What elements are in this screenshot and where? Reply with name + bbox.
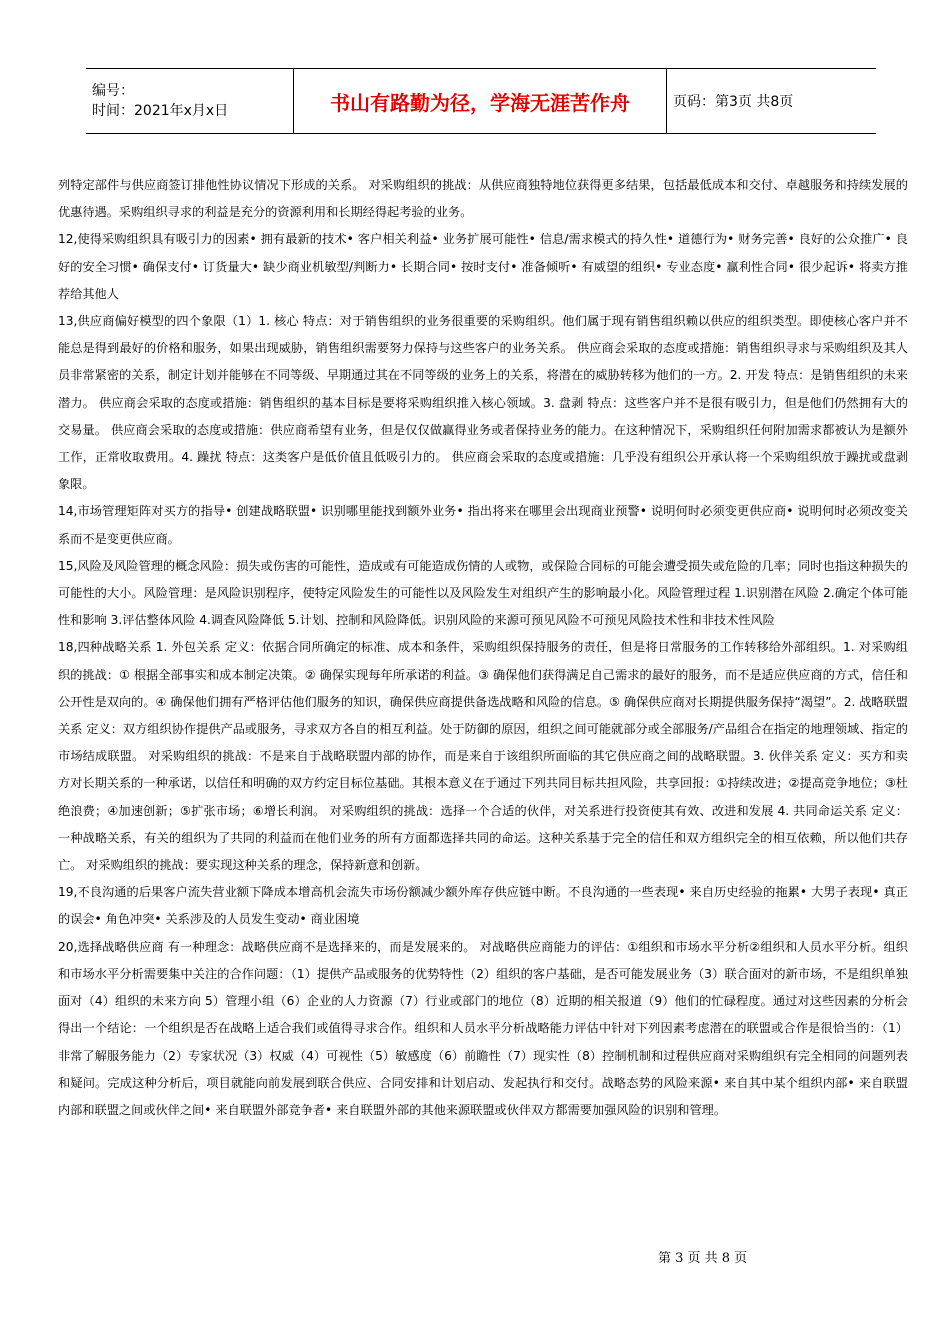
paragraph-18: 18,四种战略关系 1. 外包关系 定义：依据合同所确定的标准、成本和条件，采购组织保持服务的责任，但是将日常服务的工作转移给外部组织。1. 对采购组织的挑战：① 根据全部事实和成本制定决策。② 确保实现每年所承诺的利益。③ 确保他们获得满足自己需求的最好的服务，而不是适应供应商的方式，信任和公开性是双向的。④ 确保他们拥有严格评估他们服务的知识，确保供应商提供备选战略和风险的信息。⑤ 确保供应商对长期提供服务保持“渴望”。2. 战略联盟关系 定义：双方组织协作提供产品或服务，寻求双方各自的相互利益。处于防御的原因，组织之间可能就部分或全部服务/产品组合在指定的地理领域、指定的市场结成联盟。 对采购组织的挑战：不是来自于战略联盟内部的协作，而是来自于该组织所面临的其它供应商之间的战略联盟。3. 伙伴关系 定义：买方和卖方对长期关系的一种承诺，以信任和明确的双方约定目标位基础。其根本意义在于通过下列共同目标共担风险，共享回报：①持续改进；②提高竞争地位；③杜绝浪费；④加速创新；⑤扩张市场；⑥增长利润。 对采购组织的挑战：选择一个合适的伙伴，对关系进行投资使其有效、改进和发展 4. 共同命运关系 定义：一种战略关系，有关的组织为了共同的利益而在他们业务的所有方面都选择共同的命运。这种关系基于完全的信任和双方组织完全的相互依赖，所以他们共存亡。 对采购组织的挑战：要实现这种关系的理念，保持新意和创新。 xyxy=(58,640,908,873)
page-footer: 第 3 页 共 8 页 xyxy=(658,1251,748,1266)
page-label: 页码：第3页 共8页 xyxy=(667,69,877,134)
header-meta xyxy=(86,69,294,134)
paragraph-continuation: 列特定部件与供应商签订排他性协议情况下形成的关系。 对采购组织的挑战：从供应商独特地位获得更多结果，包括最低成本和交付、卓越服务和持续发展的优惠待遇。采购组织寻求的利益是充分的资源利用和长期经得起考验的业务。 xyxy=(58,178,908,220)
document-header xyxy=(86,68,876,134)
paragraph-15: 15,风险及风险管理的概念风险：损失或伤害的可能性，造成或有可能造成伤情的人或物，或保险合同标的可能会遭受损失或危险的几率；同时也指这种损失的可能性的大小。风险管理：是风险识别程序，使特定风险发生的可能性以及风险发生对组织产生的影响最小化。风险管理过程 1.识别潜在风险 2.确定个体可能性和影响 3.评估整体风险 4.调查风险降低 5.计划、控制和风险降低。识别风险的来源可预见风险不可预见风险技术性和非技术性风险 xyxy=(58,558,908,628)
time-label: 时间：2021年x月x日 xyxy=(92,103,229,119)
paragraph-14: 14,市场管理矩阵对买方的指导• 创建战略联盟• 识别哪里能找到额外业务• 指出将来在哪里会出现商业预警• 说明何时必须变更供应商• 说明何时必须改变关系而不是变更供应商。 xyxy=(58,504,908,546)
body-text xyxy=(58,172,908,1124)
paragraph-12: 12,使得采购组织具有吸引力的因素• 拥有最新的技术• 客户相关利益• 业务扩展可能性• 信息/需求模式的持久性• 道德行为• 财务完善• 良好的公众推广• 良好的安全习惯• 确保支付• 订货量大• 缺少商业机敏型/判断力• 长期合同• 按时支付• 准备倾听• 有威望的组织• 专业态度• 赢利性合同• 很少起诉• 将卖方推荐给其他人 xyxy=(58,232,908,301)
paragraph-19: 19,不良沟通的后果客户流失营业额下降成本增高机会流失市场份额减少额外库存供应链中断。不良沟通的一些表现• 来自历史经验的拖累• 大男子表现• 真正的误会• 角色冲突• 关系涉及的人员发生变动• 商业困境 xyxy=(58,885,908,927)
paragraph-13: 13,供应商偏好模型的四个象限（1）1. 核心 特点：对于销售组织的业务很重要的采购组织。他们属于现有销售组织赖以供应的组织类型。即使核心客户并不能总是得到最好的价格和服务，如果出现威胁，销售组织需要努力保持与这些客户的业务关系。 供应商会采取的态度或措施：销售组织寻求与采购组织及其人员非常紧密的关系，制定计划并能够在不同等级、早期通过其在不同等级的业务上的关系，将潜在的威胁转移为他们的一方。2. 开发 特点：是销售组织的未来潜力。 供应商会采取的态度或措施：销售组织的基本目标是要将采购组织推入核心领域。3. 盘剥 特点：这些客户并不是很有吸引力，但是他们仍然拥有大的交易量。 供应商会采取的态度或措施：供应商希望有业务，但是仅仅做赢得业务或者保持业务的能力。在这种情况下，采购组织任何附加需求都被认为是额外工作，正常收取费用。4. 躁扰 特点：这类客户是低价值且低吸引力的。 供应商会采取的态度或措施：几乎没有组织公开承认将一个采购组织放于躁扰或盘剥象限。 xyxy=(58,314,908,492)
paragraph-20: 20,选择战略供应商 有一种理念：战略供应商不是选择来的，而是发展来的。 对战略供应商能力的评估：①组织和市场水平分析②组织和人员水平分析。组织和市场水平分析需要集中关注的合作问题：（1）提供产品或服务的优势特性（2）组织的客户基础，是否可能发展业务（3）联合面对的新市场，不是组织单独面对（4）组织的未来方向 5）管理小组（6）企业的人力资源（7）行业或部门的地位（8）近期的相关报道（9）他们的忙碌程度。通过对这些因素的分析会得出一个结论：一个组织是否在战略上适合我们或值得寻求合作。组织和人员水平分析战略能力评估中针对下列因素考虑潜在的联盟或合作是很恰当的：（1）非常了解服务能力（2）专家状况（3）权威（4）可视性（5）敏感度（6）前瞻性（7）现实性（8）控制机制和过程供应商对采购组织有完全相同的问题列表和疑问。完成这种分析后，项目就能向前发展到联合供应、合同安排和计划启动、发起执行和交付。战略态势的风险来源• 来自其中某个组织内部• 来自联盟内部和联盟之间或伙伴之间• 来自联盟外部竞争者• 来自联盟外部的其他来源联盟或伙伴双方都需要加强风险的识别和管理。 xyxy=(58,939,908,1117)
motto: 书山有路勤为径，学海无涯苦作舟 xyxy=(294,69,667,134)
number-label: 编号： xyxy=(92,83,134,99)
